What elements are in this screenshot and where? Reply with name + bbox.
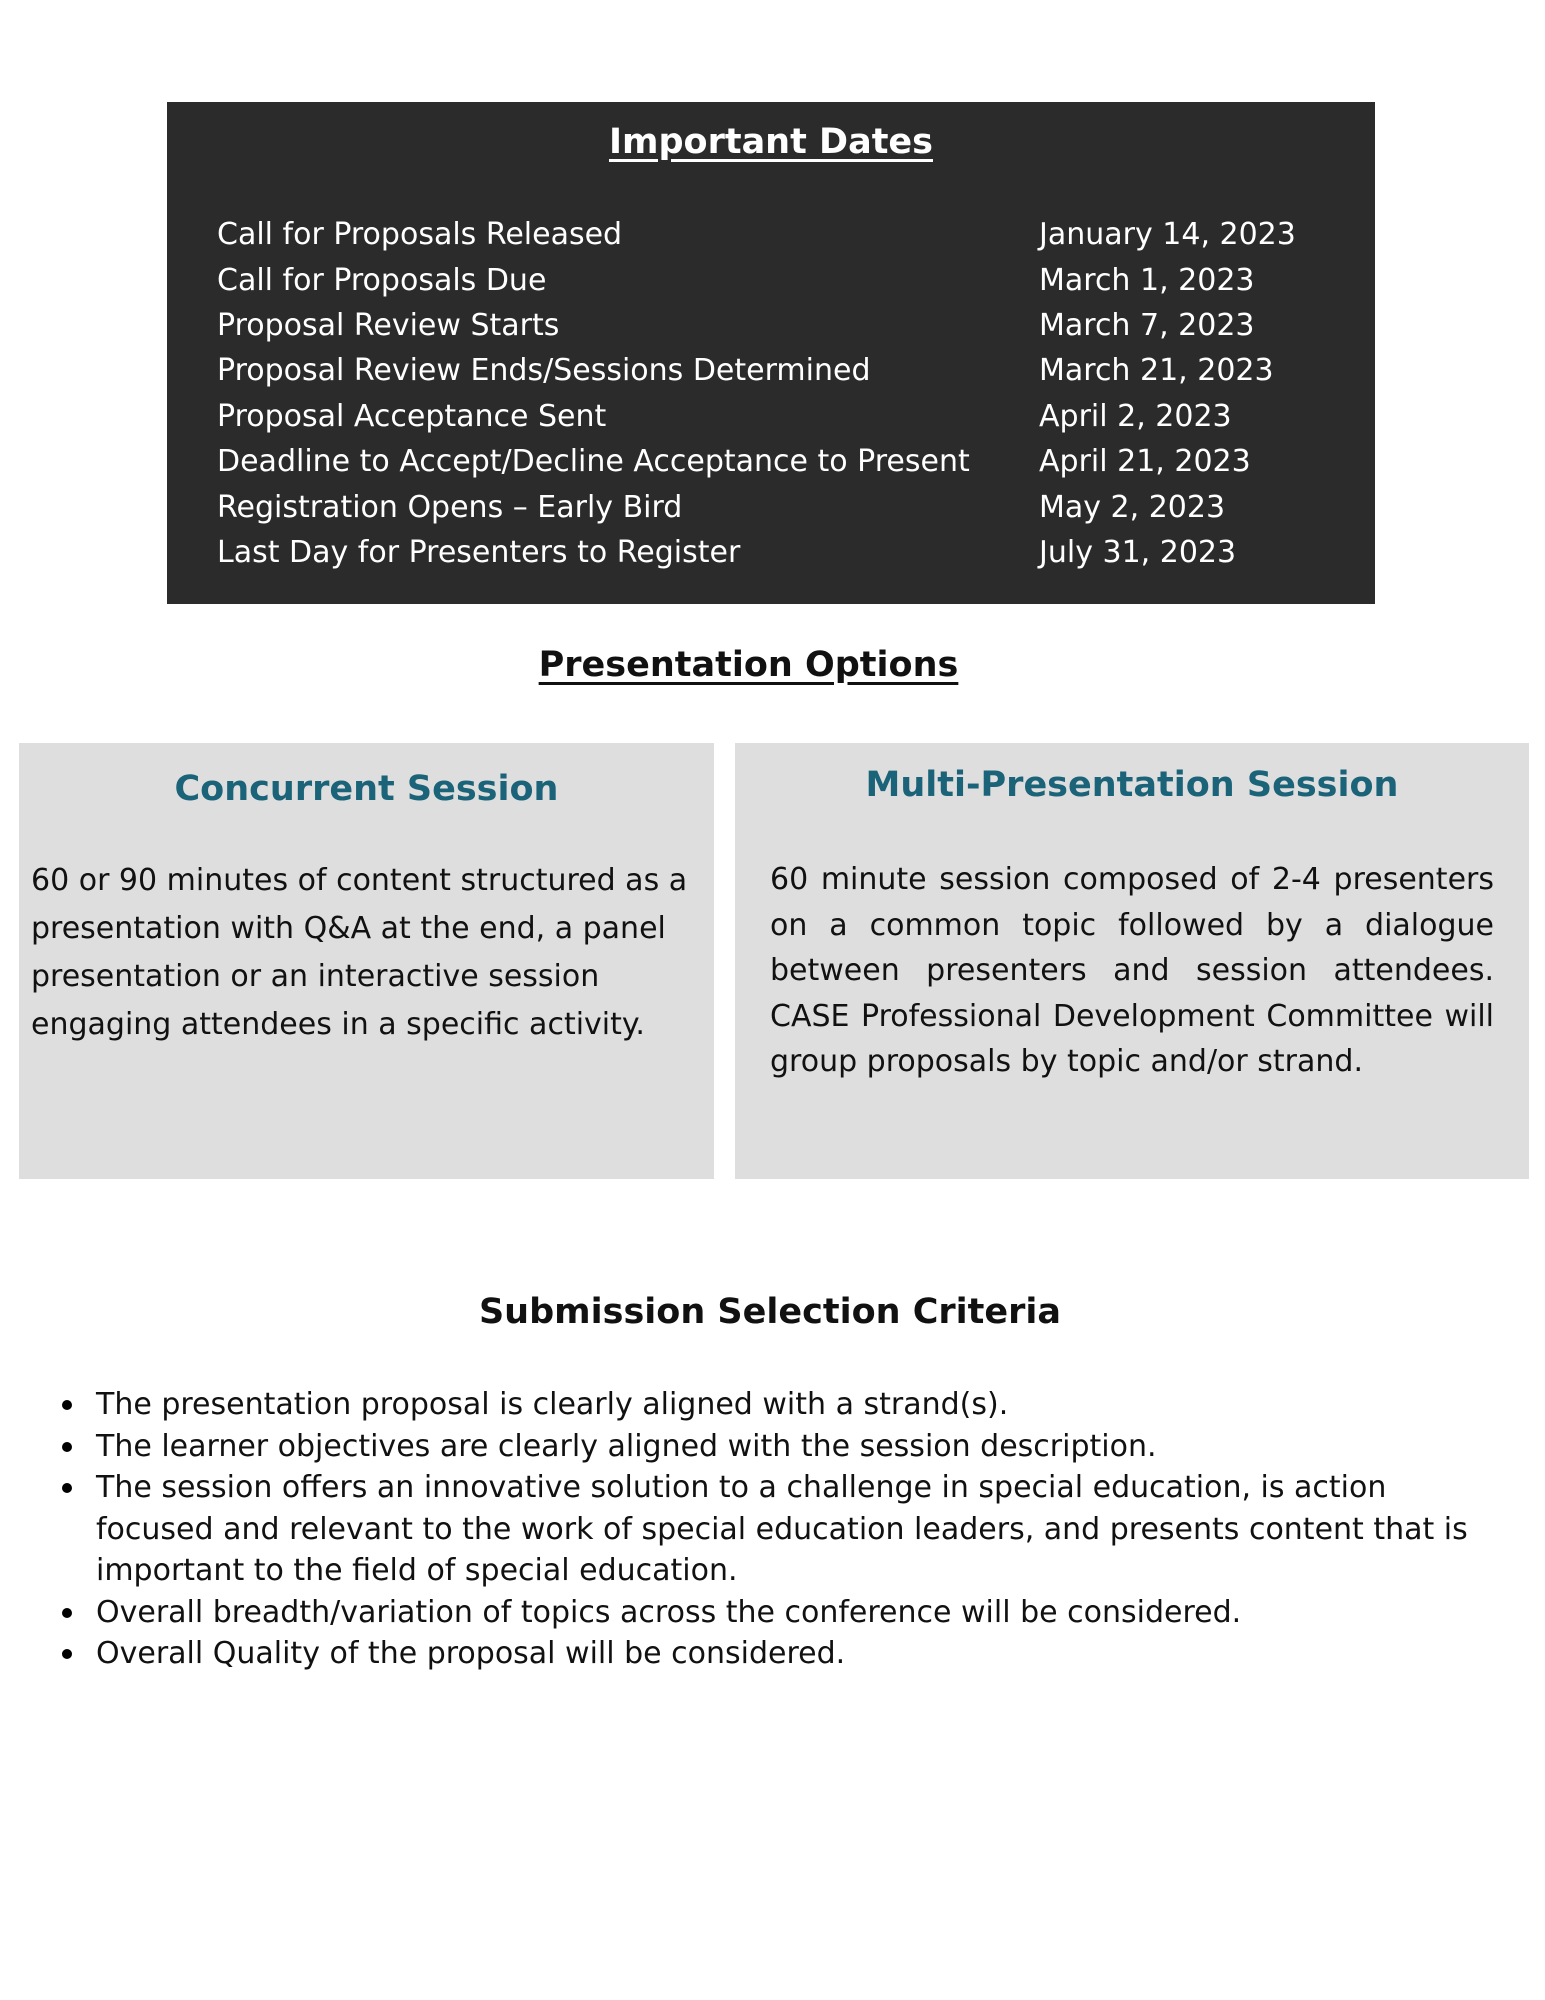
multi-presentation-session-title: Multi-Presentation Session bbox=[865, 765, 1399, 805]
criteria-text: The session offers an innovative solution to a challenge in special education, is action focused and relevant to the work of special education leaders, and presents content that is important to the field of special education. bbox=[96, 1470, 1468, 1588]
concurrent-session-title: Concurrent Session bbox=[174, 769, 559, 809]
date-value: March 21, 2023 bbox=[1039, 353, 1274, 389]
date-row bbox=[217, 394, 1337, 439]
bullet-icon bbox=[62, 1483, 72, 1493]
date-value: April 21, 2023 bbox=[1039, 444, 1251, 480]
date-event: Proposal Acceptance Sent bbox=[217, 398, 607, 434]
date-event: Proposal Review Starts bbox=[217, 307, 560, 343]
important-dates-list bbox=[217, 212, 1337, 575]
date-value: January 14, 2023 bbox=[1039, 217, 1296, 253]
date-value: March 7, 2023 bbox=[1039, 307, 1255, 343]
date-value: April 2, 2023 bbox=[1039, 398, 1232, 434]
important-dates-panel bbox=[167, 102, 1375, 604]
selection-criteria-title: Submission Selection Criteria bbox=[478, 1292, 1062, 1332]
date-event: Call for Proposals Due bbox=[217, 262, 547, 298]
bullet-icon bbox=[62, 1400, 72, 1410]
date-row bbox=[217, 212, 1337, 257]
criteria-item bbox=[60, 1633, 1490, 1675]
selection-criteria-list bbox=[60, 1384, 1490, 1675]
multi-presentation-session-card bbox=[735, 743, 1529, 1179]
criteria-text: The presentation proposal is clearly aligned with a strand(s). bbox=[96, 1387, 1009, 1422]
criteria-text: Overall breadth/variation of topics across the conference will be considered. bbox=[96, 1594, 1242, 1630]
multi-presentation-session-description: 60 minute session composed of 2-4 presenters on a common topic followed by a dialogue between presenters and session attendees. CASE Professional Development Committee will group proposals by topic and/or strand. bbox=[770, 862, 1494, 1079]
date-event: Proposal Review Ends/Sessions Determined bbox=[217, 353, 871, 389]
important-dates-title: Important Dates bbox=[608, 122, 933, 162]
bullet-icon bbox=[62, 1442, 72, 1452]
criteria-item bbox=[60, 1467, 1490, 1592]
criteria-item bbox=[60, 1592, 1490, 1634]
date-value: May 2, 2023 bbox=[1039, 489, 1226, 525]
criteria-item bbox=[60, 1384, 1490, 1426]
date-value: July 31, 2023 bbox=[1039, 534, 1237, 570]
date-event: Call for Proposals Released bbox=[217, 217, 623, 253]
date-row bbox=[217, 439, 1337, 484]
date-event: Last Day for Presenters to Register bbox=[217, 534, 741, 570]
concurrent-session-card bbox=[19, 743, 714, 1179]
date-row bbox=[217, 484, 1337, 529]
criteria-text: Overall Quality of the proposal will be considered. bbox=[96, 1636, 846, 1671]
date-row bbox=[217, 348, 1337, 393]
presentation-options-title: Presentation Options bbox=[538, 645, 959, 685]
bullet-icon bbox=[62, 1649, 72, 1659]
date-event: Registration Opens – Early Bird bbox=[217, 489, 683, 525]
date-event: Deadline to Accept/Decline Acceptance to Present bbox=[217, 444, 970, 480]
bullet-icon bbox=[62, 1608, 72, 1618]
date-row bbox=[217, 530, 1337, 575]
date-row bbox=[217, 257, 1337, 302]
criteria-text: The learner objectives are clearly aligned with the session description. bbox=[96, 1428, 1157, 1464]
criteria-item bbox=[60, 1426, 1490, 1468]
date-value: March 1, 2023 bbox=[1039, 262, 1255, 298]
concurrent-session-description: 60 or 90 minutes of content structured as a presentation with Q&A at the end, a panel presentation or an interactive session engaging attendees in a specific activity. bbox=[31, 863, 688, 1042]
date-row bbox=[217, 303, 1337, 348]
